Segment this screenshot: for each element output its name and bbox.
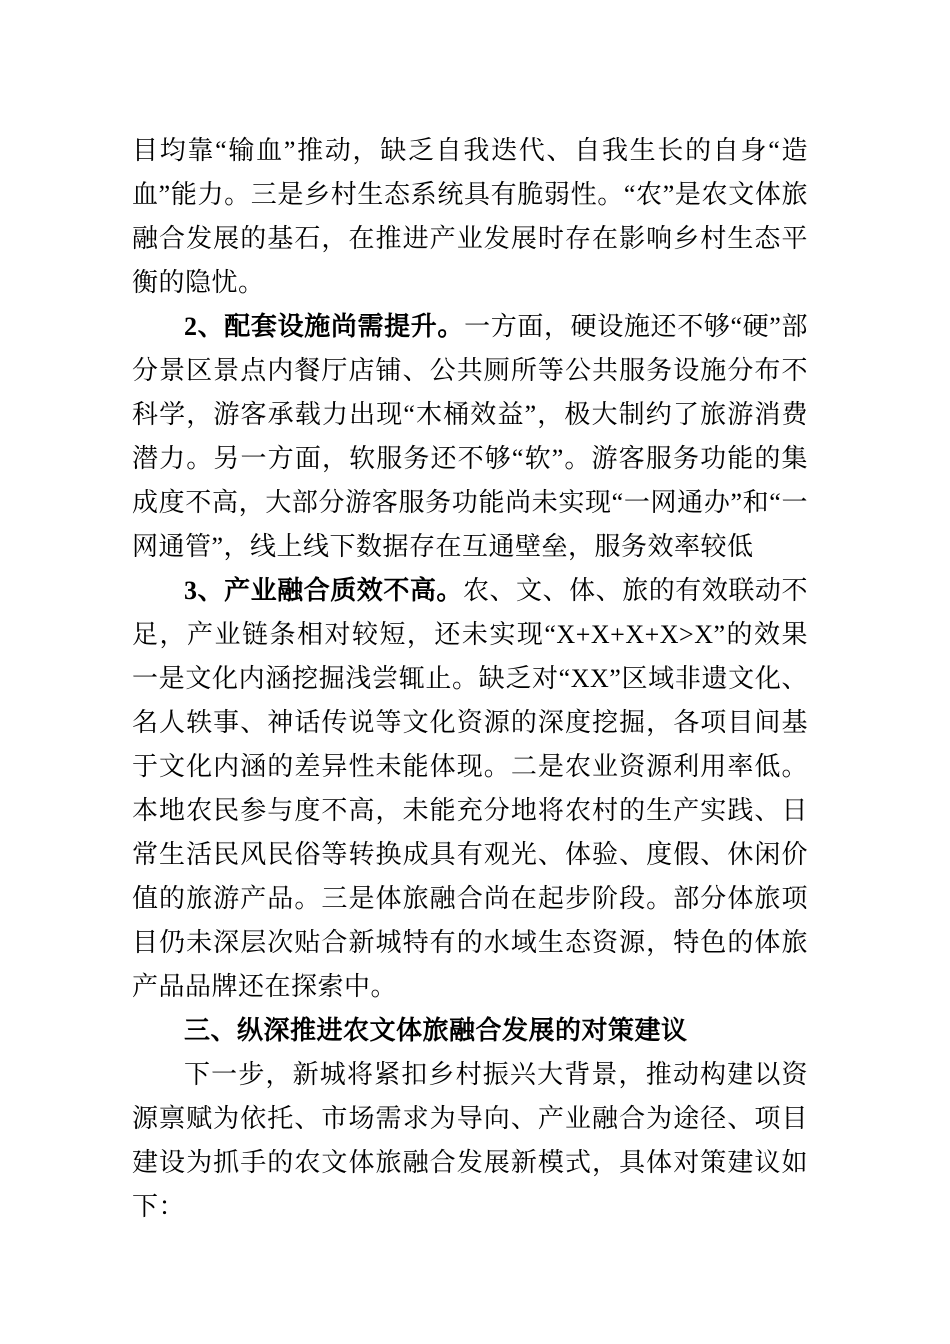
- section-heading-3: [132, 1009, 808, 1053]
- document-text-block: [132, 129, 808, 1229]
- section-heading-text: 三、纵深推进农文体旅融合发展的对策建议: [184, 1016, 688, 1045]
- point-3-lead-bold: 3、产业融合质效不高。: [184, 576, 463, 605]
- point-3-body-text: 农、文、体、旅的有效联动不足，产业链条相对较短，还未实现“X+X+X+X>X”的效果一是文化内涵挖掘浅尝辄止。缺乏对“XX”区域非遗文化、名人轶事、神话传说等文化资源的深度挖掘，各项目间基于文化内涵的差异性未能体现。二是农业资源利用率低。本地农民参与度不高，未能充分地将农村的生产实践、日常生活民风民俗等转换成具有观光、体验、度假、休闲价值的旅游产品。三是体旅融合尚在起步阶段。部分体旅项目仍未深层次贴合新城特有的水域生态资源，特色的体旅产品品牌还在探索中。: [132, 576, 808, 1001]
- point-2-body-text: 一方面，硬设施还不够“硬”部分景区景点内餐厅店铺、公共厕所等公共服务设施分布不科学，游客承载力出现“木桶效益”，极大制约了旅游消费潜力。另一方面，软服务还不够“软”。游客服务功能的集成度不高，大部分游客服务功能尚未实现“一网通办”和“一网通管”，线上线下数据存在互通壁垒，服务效率较低: [132, 312, 808, 561]
- paragraph-text: 目均靠“输血”推动，缺乏自我迭代、自我生长的自身“造血”能力。三是乡村生态系统具有脆弱性。“农”是农文体旅融合发展的基石，在推进产业发展时存在影响乡村生态平衡的隐忧。: [132, 136, 808, 297]
- next-steps-text: 下一步，新城将紧扣乡村振兴大背景，推动构建以资源禀赋为依托、市场需求为导向、产业融合为途径、项目建设为抓手的农文体旅融合发展新模式，具体对策建议如下：: [132, 1060, 808, 1221]
- paragraph-point-3: [132, 569, 808, 1009]
- point-2-lead-bold: 2、配套设施尚需提升。: [184, 312, 465, 341]
- paragraph-next-steps: [132, 1053, 808, 1229]
- paragraph-point-2: [132, 305, 808, 569]
- paragraph-continuation: [132, 129, 808, 305]
